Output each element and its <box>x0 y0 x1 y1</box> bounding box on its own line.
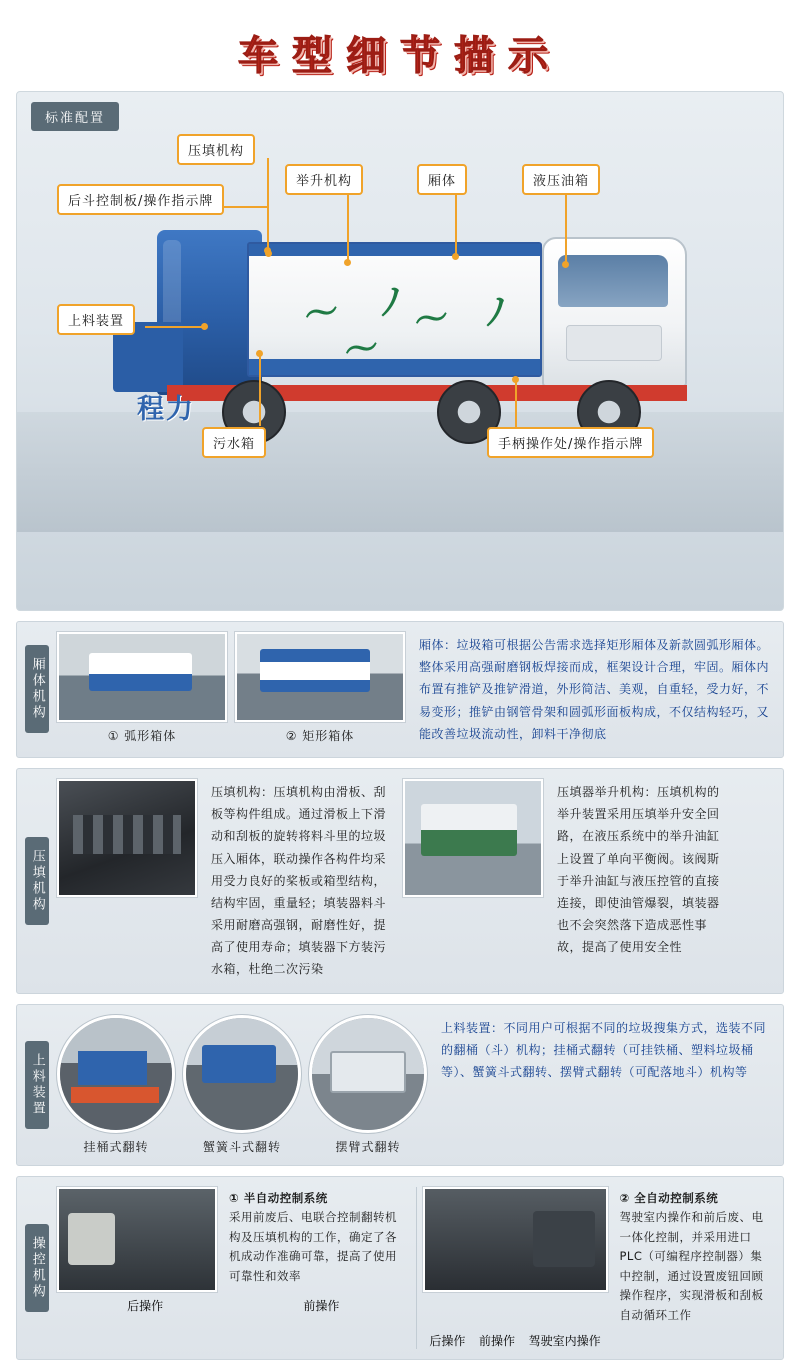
photo-fill <box>425 1189 606 1290</box>
leader-line <box>259 354 261 426</box>
leader-line <box>455 188 457 254</box>
section-description-right: 压填器举升机构：压填机构的举升装置采用压填举升安全回路，在液压系统中的举升油缸上设置了单向平衡阀。该阀斯于举升油缸与液压控管的直接连接，即使油管爆裂，填装器也不会突然落下造成恶性事故，提高了使用安全性 <box>557 784 720 955</box>
leader-dot <box>452 253 459 260</box>
thumb-caption: 挂桶式翻转 <box>83 1139 149 1154</box>
callout-hydraulic-tank: 液压油箱 <box>522 164 600 195</box>
section-loading-device <box>16 1004 784 1166</box>
section-compactor <box>16 768 784 994</box>
caption-rear-operation: 后操作 <box>429 1334 466 1349</box>
leader-line <box>145 326 203 328</box>
photo-fill <box>186 1018 298 1130</box>
photo-spring-bucket <box>183 1015 301 1133</box>
semi-auto-title: ① 半自动控制系统 <box>229 1190 328 1205</box>
body-top-stripe <box>249 244 540 256</box>
photo-arc-body <box>57 632 227 722</box>
section-label: 压填机构 <box>25 837 49 925</box>
semi-auto-desc: 采用前废后、电联合控制翻转机构及压填机构的工作，确定了各机成动作准确可靠，提高了使用可靠性和效率 <box>229 1210 397 1283</box>
thumb-caption: ① 弧形箱体 <box>107 729 177 743</box>
photo-full-auto-panel <box>423 1187 608 1292</box>
section-content <box>57 622 783 757</box>
semi-auto-block <box>57 1187 417 1350</box>
thumb-item <box>403 779 543 983</box>
callout-body: 厢体 <box>417 164 467 195</box>
grille <box>566 325 662 361</box>
leader-line <box>565 188 567 262</box>
leader-dot <box>512 376 519 383</box>
leader-dot <box>562 261 569 268</box>
body-bottom-stripe <box>249 359 540 375</box>
callout-compactor: 压填机构 <box>177 134 255 165</box>
callout-lift: 举升机构 <box>285 164 363 195</box>
control-systems-row <box>57 1187 775 1350</box>
full-auto-captions <box>423 1332 608 1349</box>
photo-fill <box>59 1189 215 1290</box>
section-label-wrap <box>17 1177 57 1360</box>
thumb-caption: 摆臂式翻转 <box>335 1139 401 1154</box>
section-label-wrap <box>17 769 57 993</box>
photo-compactor-interior <box>57 779 197 897</box>
container-body <box>247 242 542 377</box>
thumb-item <box>183 1015 301 1155</box>
leader-line <box>515 380 517 428</box>
photo-lift-mechanism <box>403 779 543 897</box>
leader-line <box>267 206 269 252</box>
thumb-caption: ② 矩形箱体 <box>285 729 355 743</box>
section-description-left: 压填机构：压填机构由滑板、刮板等构件组成。通过滑板上下滑动和刮板的旋转将料斗里的垃圾压入厢体，联动操作各构件均采用受力良好的桨板或箱型结构，结构牢固，重量轻；填装器料斗采用耐磨高强钢，耐磨性好，提高了使用寿命；填装器下方装污水箱，杜绝二次污染 <box>211 784 387 977</box>
section-content <box>57 769 783 993</box>
callout-handle-operation: 手柄操作处/操作指示牌 <box>487 427 654 458</box>
section-content <box>57 1005 783 1165</box>
brand-watermark: 程力 <box>137 394 195 425</box>
leader-line <box>347 188 349 260</box>
full-auto-title: ② 全自动控制系统 <box>619 1190 719 1205</box>
page-title: 车型细节描示 <box>238 33 562 79</box>
ground <box>17 412 783 532</box>
decal-icon: 〜 <box>410 296 453 344</box>
photo-bin-lifter <box>57 1015 175 1133</box>
section-label-wrap <box>17 622 57 757</box>
caption-front-operation: 前操作 <box>478 1334 515 1349</box>
thumb-item <box>57 632 227 747</box>
decal-icon: ノ <box>475 288 518 336</box>
photo-swing-arm <box>309 1015 427 1133</box>
full-auto-desc: 驾驶室内操作和前后废、电一体化控制，并采用进口PLC（可编程序控制器）集中控制，通过设置废钮回顾操作程序，实现滑板和刮板自动循环工作 <box>619 1210 764 1322</box>
thumb-item <box>309 1015 427 1155</box>
photo-semi-auto-panel <box>57 1187 217 1292</box>
thumb-item <box>57 779 197 983</box>
section-label-wrap <box>17 1005 57 1165</box>
leader-dot <box>265 250 272 257</box>
thumb-caption: 蟹簧斗式翻转 <box>202 1139 281 1154</box>
photo-fill <box>405 781 541 895</box>
callout-loader: 上料装置 <box>57 304 135 335</box>
section-container-body <box>16 621 784 758</box>
caption-rear-operation: 后操作 <box>127 1298 164 1313</box>
semi-auto-captions <box>57 1297 410 1314</box>
windshield <box>558 255 668 307</box>
photo-fill <box>312 1018 424 1130</box>
callout-sewage-tank: 污水箱 <box>202 427 266 458</box>
section-content <box>57 1177 783 1360</box>
photo-fill <box>237 634 403 720</box>
thumb-item <box>235 632 405 747</box>
leader-dot <box>256 350 263 357</box>
hero-diagram <box>16 91 784 611</box>
truck-cab <box>542 237 687 387</box>
section-control-system <box>16 1176 784 1360</box>
decal-icon: 〜 <box>340 326 383 374</box>
standard-config-tag: 标准配置 <box>31 102 119 131</box>
photo-fill <box>59 634 225 720</box>
photo-fill <box>60 1018 172 1130</box>
decal-icon: 〜 <box>300 290 343 338</box>
section-label: 厢体机构 <box>25 645 49 733</box>
truck-illustration <box>17 202 783 532</box>
leader-dot <box>201 323 208 330</box>
full-auto-block <box>417 1187 776 1350</box>
caption-incab-operation: 驾驶室内操作 <box>528 1334 601 1349</box>
photo-fill <box>59 781 195 895</box>
caption-front-operation: 前操作 <box>303 1298 340 1313</box>
section-description: 厢体：垃圾箱可根据公告需求选择矩形厢体及新款圆弧形厢体。整体采用高强耐磨钢板焊接而成，框架设计合理，牢固。厢体内布置有推铲及推铲滑道，外形简洁、美观，自重轻，受力好，不易变形；推铲由钢管骨架和圆弧形面板构成，不仅结构轻巧，又能改善垃圾流动性，卸料干净彻底 <box>419 638 770 741</box>
leader-dot <box>344 259 351 266</box>
photo-rect-body <box>235 632 405 722</box>
decal-icon: ノ <box>370 278 413 326</box>
section-label: 上料装置 <box>25 1041 49 1129</box>
callout-rear-panel: 后斗控制板/操作指示牌 <box>57 184 224 215</box>
section-description: 上料装置：不同用户可根据不同的垃圾搜集方式，选装不同的翻桶（斗）机构；挂桶式翻转（可挂铁桶、塑料垃圾桶等）、蟹簧斗式翻转、摆臂式翻转（可配落地斗）机构等 <box>441 1020 767 1079</box>
section-label: 操控机构 <box>25 1224 49 1312</box>
thumb-item <box>57 1015 175 1155</box>
